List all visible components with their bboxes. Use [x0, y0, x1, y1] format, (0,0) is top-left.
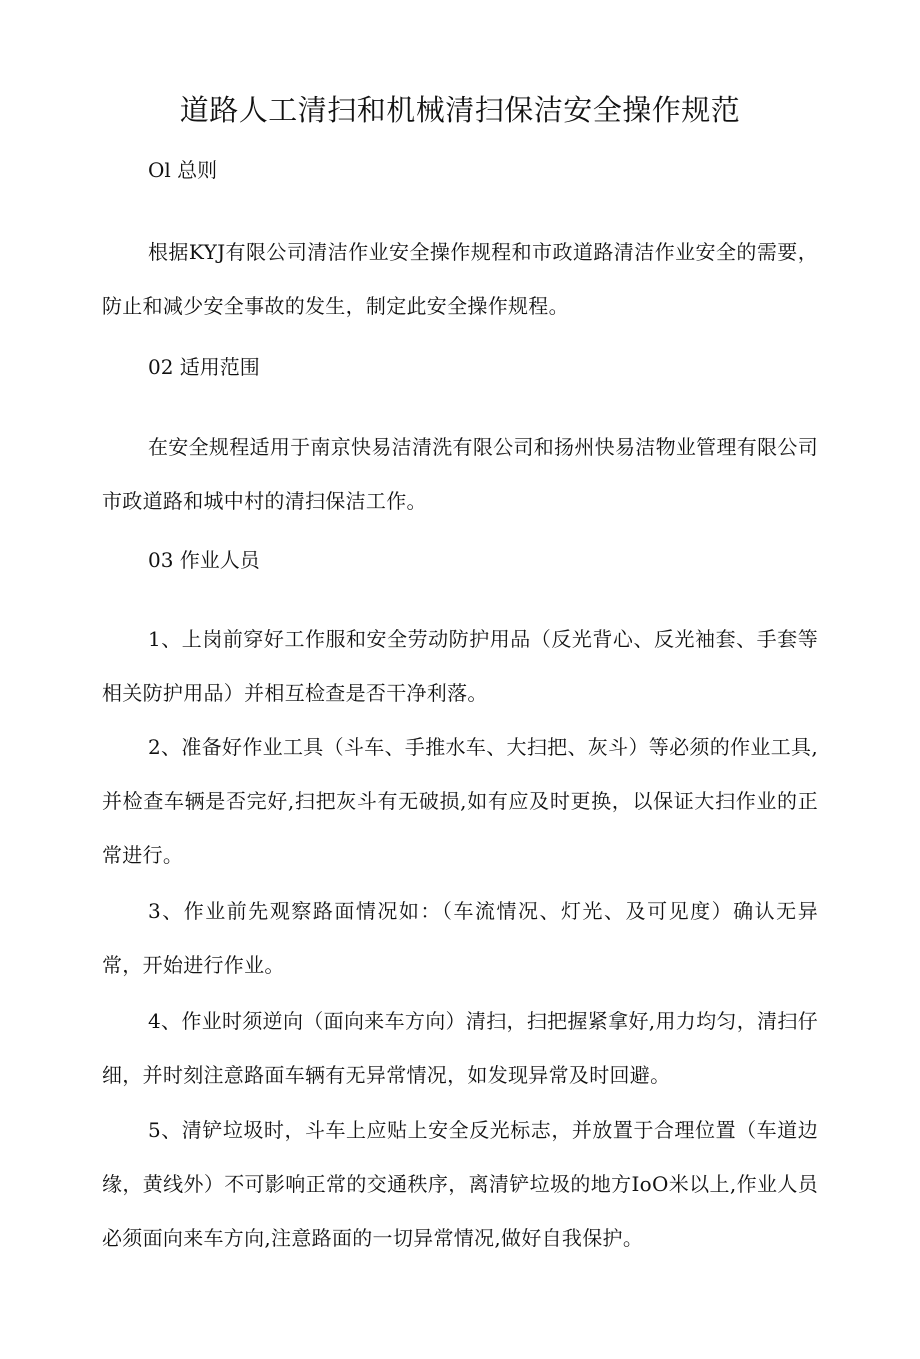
- paragraph-personnel-3: 3、作业前先观察路面情况如：（车流情况、灯光、及可见度）确认无异常，开始进行作业。: [102, 899, 818, 977]
- section-heading-general: Ol 总则: [148, 158, 218, 182]
- paragraph-personnel-1: 1、上岗前穿好工作服和安全劳动防护用品（反光背心、反光袖套、手套等相关防护用品）并相互检查是否干净利落。: [102, 627, 818, 705]
- document-title: 道路人工清扫和机械清扫保洁安全操作规范: [179, 93, 741, 127]
- paragraph-general-purpose: 根据KYJ有限公司清洁作业安全操作规程和市政道路清洁作业安全的需要，防止和减少安全事故的发生，制定此安全操作规程。: [102, 240, 818, 318]
- paragraph-personnel-4: 4、作业时须逆向（面向来车方向）清扫，扫把握紧拿好,用力均匀，清扫仔细，并时刻注意路面车辆有无异常情况，如发现异常及时回避。: [102, 1009, 818, 1087]
- paragraph-scope: 在安全规程适用于南京快易洁清洗有限公司和扬州快易洁物业管理有限公司市政道路和城中村的清扫保洁工作。: [102, 435, 818, 513]
- section-heading-scope: 02 适用范围: [148, 355, 260, 379]
- section-heading-personnel: 03 作业人员: [148, 548, 260, 572]
- paragraph-personnel-2: 2、准备好作业工具（斗车、手推水车、大扫把、灰斗）等必须的作业工具,并检查车辆是否完好,扫把灰斗有无破损,如有应及时更换，以保证大扫作业的正常进行。: [102, 735, 818, 867]
- paragraph-personnel-5: 5、清铲垃圾时，斗车上应贴上安全反光标志，并放置于合理位置（车道边缘，黄线外）不可影响正常的交通秩序，离清铲垃圾的地方IoO米以上,作业人员必须面向来车方向,注意路面的一切异常情况,做好自我保护。: [102, 1118, 818, 1250]
